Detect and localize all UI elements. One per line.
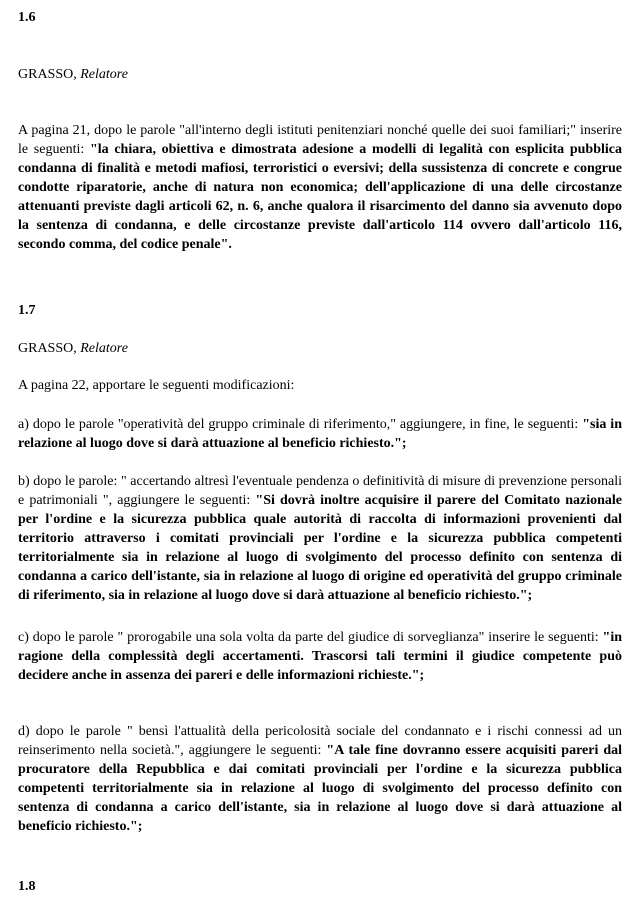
author-role: Relatore (80, 67, 128, 82)
paragraph-bold-text: "sia in relazione al luogo dove si darà attuazione al beneficio richiesto."; (18, 417, 622, 451)
author-role: Relatore (80, 341, 128, 356)
paragraph-plain-text: a) dopo le parole "operatività del gruppo criminale di riferimento," aggiungere, in fine, le seguenti: (18, 417, 583, 432)
intro-text: A pagina 22, apportare le seguenti modificazioni: (18, 378, 295, 393)
paragraph-plain-text: d) dopo le parole " bensì l'attualità della pericolosità sociale del condannato e i rischi connessi ad un reinserimento nella società.", aggiungere le seguenti: (18, 724, 622, 758)
paragraph-bold-text: "in ragione della complessità degli accertamenti. Trascorsi tali termini il giudice competente può decidere anche in assenza dei pareri e delle informazioni richieste."; (18, 630, 622, 683)
author-line (18, 65, 128, 84)
paragraph-bold-text: "la chiara, obiettiva e dimostrata adesione a modelli di legalità con esplicita pubblica condanna di finalità e metodi mafiosi, terroristici o eversivi; della sussistenza di concrete e congrue condotte riparatorie, anche di natura non economica; dell'applicazione di una delle circostanze attenuanti previste dagli articoli 62, n. 6, anche qualora il risarcimento del danno sia avvenuto dopo la sentenza di condanna, e delle circostanze previste dall'articolo 114 ovvero dall'articolo 116, secondo comma, del codice penale". (18, 142, 622, 252)
section-number: 1.8 (18, 879, 36, 894)
amendment-item-c (18, 628, 622, 685)
section-number: 1.6 (18, 10, 36, 25)
author-line (18, 339, 128, 358)
paragraph-bold-text: "Si dovrà inoltre acquisire il parere del Comitato nazionale per l'ordine e la sicurezza pubblica quale autorità di raccolta di informazioni provenienti dal territorio attraverso i comitati provinciali per l'ordine e la sicurezza pubblica competenti territorialmente sia in relazione al luogo di svolgimento del processo definito con sentenza di condanna a carico dell'istante, sia in relazione al luogo di origine ed operatività del gruppo criminale di riferimento, sia in relazione al luogo dove si darà attuazione al beneficio richiesto."; (18, 493, 622, 603)
paragraph-plain-text: b) dopo le parole: " accertando altresì l'eventuale pendenza o definitività di misure di prevenzione personali e patrimoniali ", aggiungere le seguenti: (18, 474, 622, 508)
author-name: GRASSO, (18, 341, 77, 356)
section-number: 1.7 (18, 303, 36, 318)
paragraph-plain-text: c) dopo le parole " prorogabile una sola volta da parte del giudice di sorveglianza" inserire le seguenti: (18, 630, 603, 645)
author-name: GRASSO, (18, 67, 77, 82)
amendment-paragraph (18, 121, 622, 254)
amendment-item-b (18, 472, 622, 605)
amendment-item-d (18, 722, 622, 836)
amendment-item-a (18, 415, 622, 453)
paragraph-bold-text: "A tale fine dovranno essere acquisiti pareri dal procuratore della Repubblica e dai comitati provinciali per l'ordine e la sicurezza pubblica competenti territorialmente sia in relazione al luogo di svolgimento del processo definito con sentenza di condanna a carico dell'istante, sia in relazione al luogo dove si darà attuazione al beneficio richiesto."; (18, 743, 622, 834)
paragraph-plain-text: A pagina 21, dopo le parole "all'interno degli istituti penitenziari nonché quelle dei suoi familiari;" inserire le seguenti: (18, 123, 622, 157)
